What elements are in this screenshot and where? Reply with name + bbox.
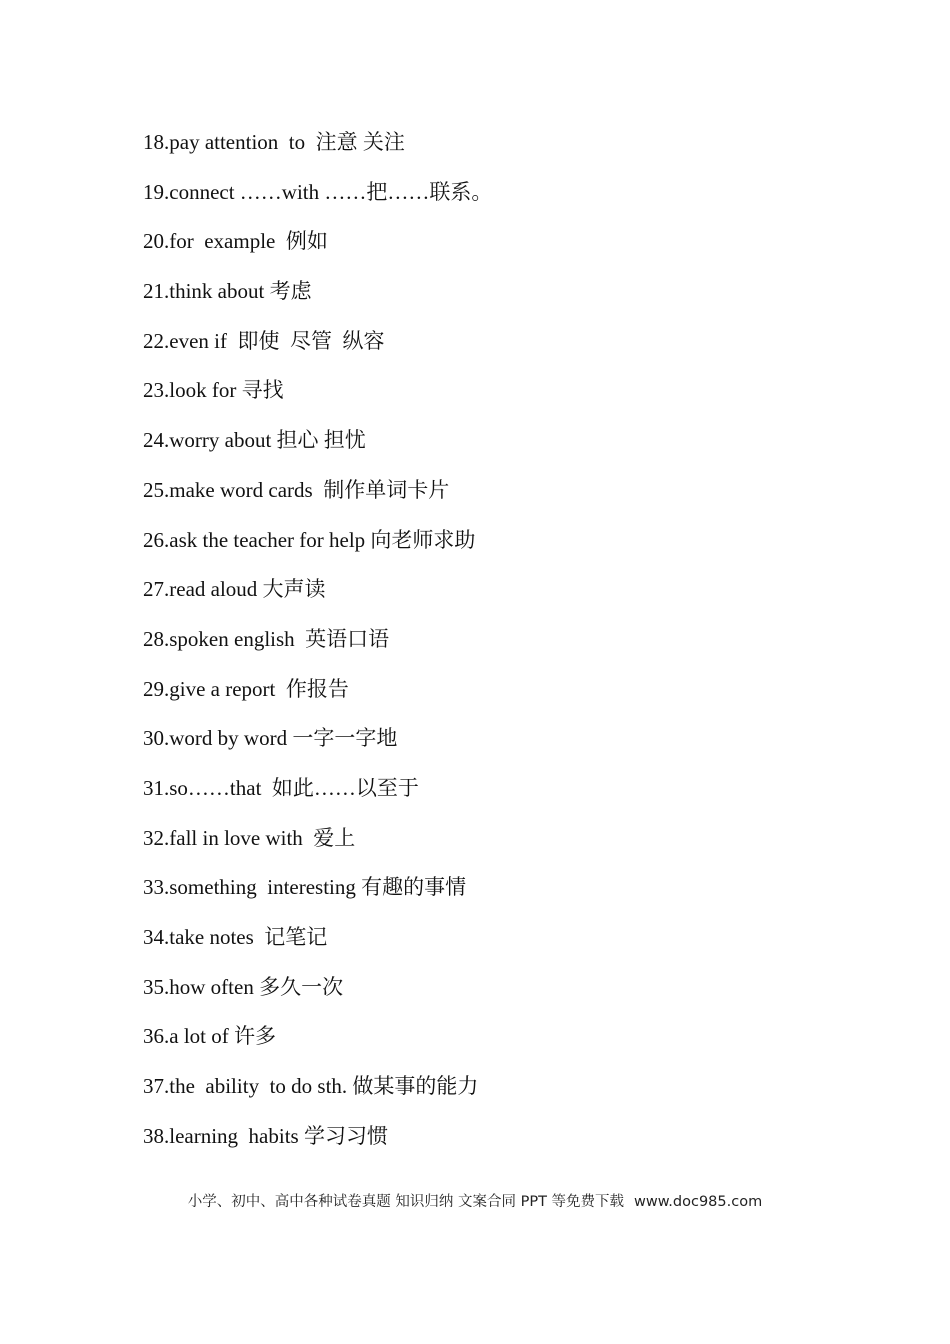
phrase-item: 19.connect ……with ……把……联系。	[143, 179, 493, 204]
phrase-item: 28.spoken english 英语口语	[143, 626, 390, 651]
phrase-item: 26.ask the teacher for help 向老师求助	[143, 527, 476, 552]
phrase-item: 38.learning habits 学习习惯	[143, 1123, 388, 1148]
phrase-item: 24.worry about 担心 担忧	[143, 428, 366, 453]
phrase-item: 37.the ability to do sth. 做某事的能力	[143, 1074, 479, 1099]
page-footer	[0, 1190, 950, 1211]
phrase-item: 23.look for 寻找	[143, 378, 284, 403]
phrase-item: 29.give a report 作报告	[143, 676, 349, 701]
phrase-item: 22.even if 即使 尽管 纵容	[143, 328, 385, 353]
phrase-item: 27.read aloud 大声读	[143, 577, 326, 602]
phrase-item: 34.take notes 记笔记	[143, 925, 328, 949]
phrase-item: 36.a lot of 许多	[143, 1024, 276, 1049]
phrase-item: 31.so……that 如此……以至于	[143, 775, 419, 800]
phrase-list	[143, 124, 492, 1167]
phrase-item: 25.make word cards 制作单词卡片	[143, 477, 450, 502]
phrase-item: 20.for example 例如	[143, 229, 328, 254]
phrase-item: 35.how often 多久一次	[143, 974, 344, 999]
phrase-item: 30.word by word 一字一字地	[143, 726, 398, 751]
phrase-item: 21.think about 考虑	[143, 279, 312, 304]
phrase-item: 32.fall in love with 爱上	[143, 825, 356, 850]
footer-site-link[interactable]: www.doc985.com	[634, 1194, 763, 1210]
phrase-item: 18.pay attention to 注意 关注	[143, 130, 405, 154]
phrase-item: 33.something interesting 有趣的事情	[143, 875, 467, 900]
footer-text: 小学、初中、高中各种试卷真题 知识归纳 文案合同 PPT 等免费下载	[187, 1194, 625, 1210]
